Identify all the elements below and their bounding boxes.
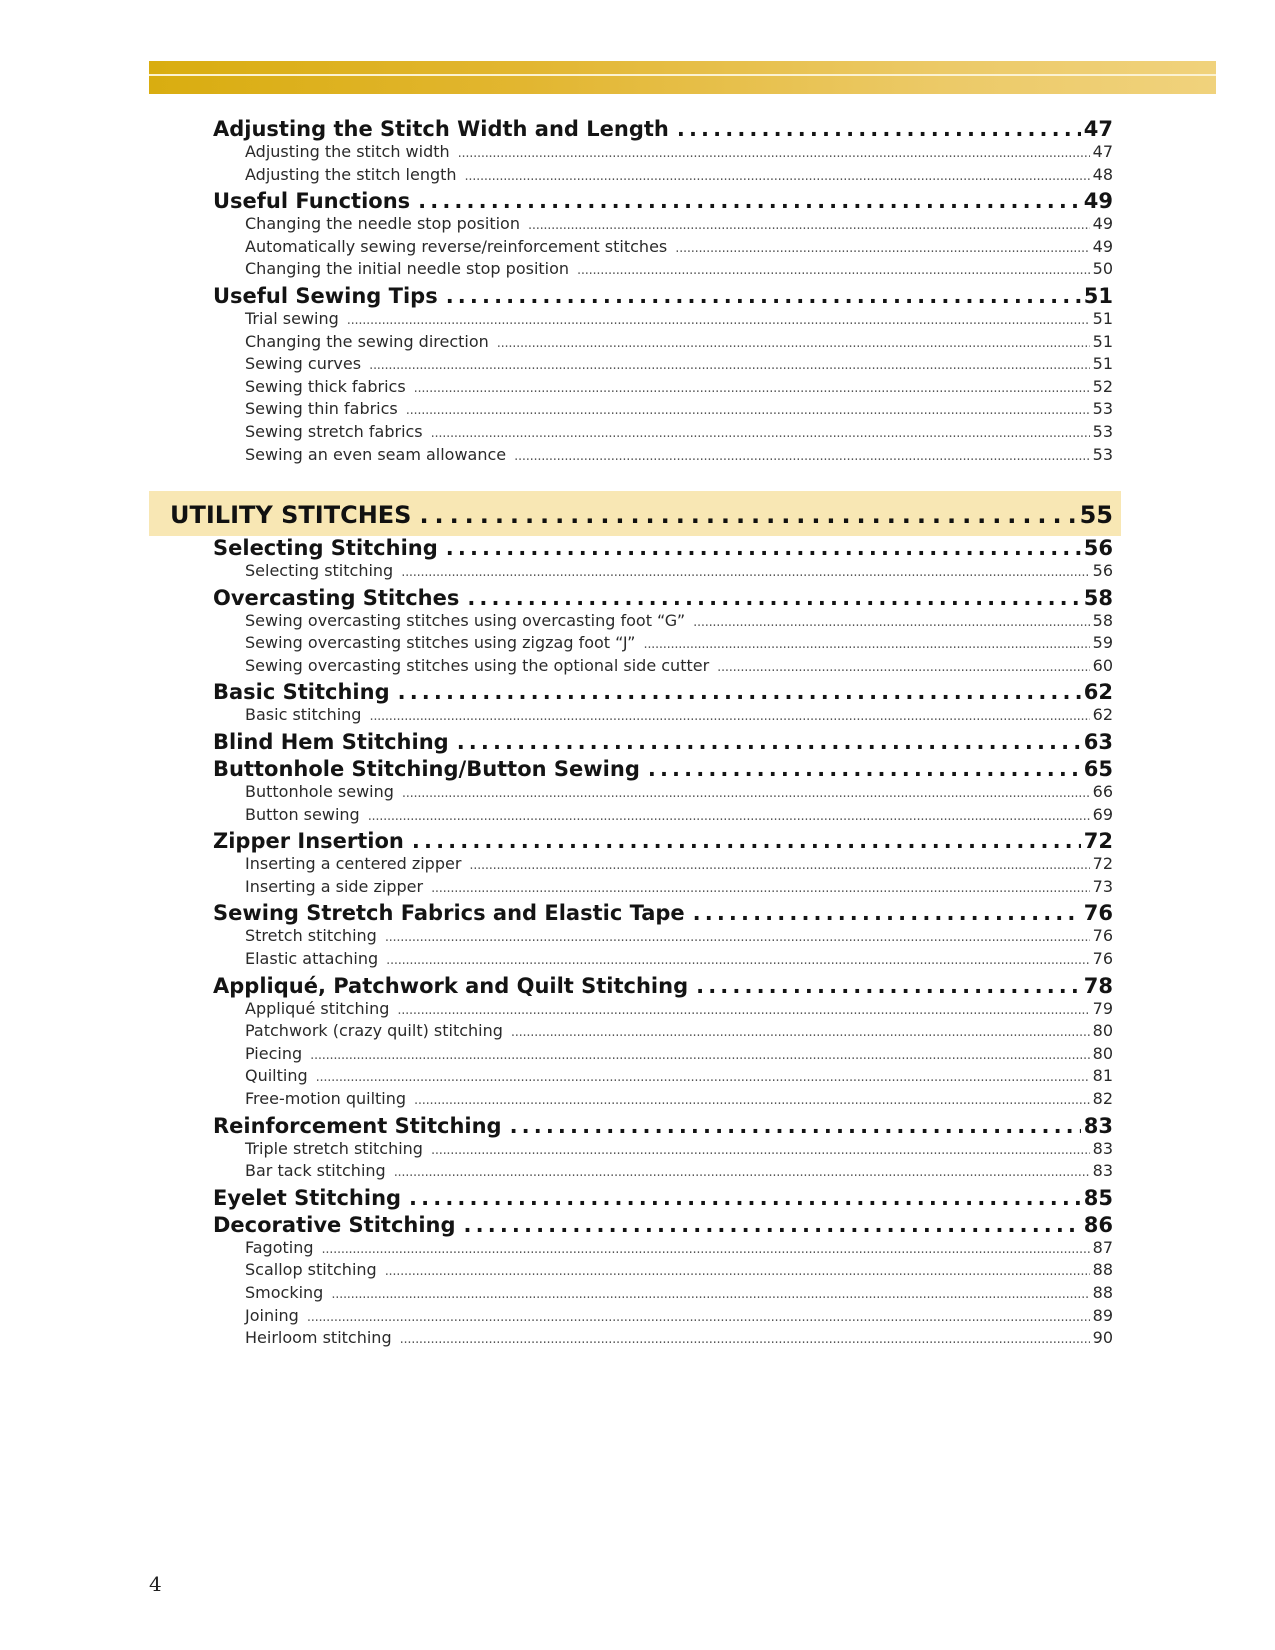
subsection-entry[interactable] [245, 399, 1113, 418]
subsection-entry-page: 50 [1092, 259, 1113, 279]
section-entry-page: 83 [1083, 1113, 1113, 1138]
dot-leader [347, 309, 1090, 328]
header-band [149, 61, 1216, 94]
dot-leader [419, 501, 1076, 529]
section-entry-title: Zipper Insertion [213, 829, 404, 854]
subsection-entry-title: Smocking [245, 1283, 324, 1302]
subsection-entry[interactable] [245, 1139, 1113, 1158]
subsection-entry-page: 49 [1092, 214, 1113, 234]
dot-leader [464, 1213, 1081, 1237]
dot-leader [457, 730, 1081, 754]
dot-leader [693, 901, 1081, 925]
subsection-entry[interactable] [245, 782, 1113, 801]
dot-leader [412, 829, 1081, 853]
section-entry[interactable] [213, 189, 1113, 213]
dot-leader [497, 332, 1090, 351]
subsection-entry-title: Sewing thin fabrics [245, 399, 398, 419]
subsection-entry-title: Sewing thick fabrics [245, 376, 406, 396]
subsection-entry[interactable] [245, 854, 1113, 873]
subsection-entry-page: 51 [1092, 309, 1113, 328]
subsection-entry[interactable] [245, 611, 1113, 630]
subsection-entry-title: Selecting stitching [245, 561, 394, 580]
section-entry[interactable] [213, 1186, 1113, 1210]
section-entry-title: Eyelet Stitching [213, 1185, 402, 1210]
subsection-entry-page: 83 [1092, 1138, 1113, 1158]
dot-leader [431, 877, 1090, 896]
section-entry-title: Overcasting Stitches [213, 585, 460, 610]
section-entry-title: Sewing Stretch Fabrics and Elastic Tape [213, 901, 685, 926]
subsection-entry-page: 82 [1092, 1089, 1113, 1108]
section-entry[interactable] [213, 117, 1113, 141]
dot-leader [675, 237, 1089, 256]
subsection-entry-title: Appliqué stitching [245, 998, 390, 1018]
subsection-entry[interactable] [245, 705, 1113, 724]
subsection-entry-title: Elastic attaching [245, 949, 379, 968]
section-entry-title: Reinforcement Stitching [213, 1113, 502, 1138]
subsection-entry-title: Basic stitching [245, 705, 362, 725]
subsection-entry-page: 88 [1092, 1260, 1113, 1280]
subsection-entry-page: 60 [1092, 655, 1113, 675]
subsection-entry[interactable] [245, 926, 1113, 945]
dot-leader [643, 633, 1089, 652]
dot-leader [397, 999, 1089, 1018]
subsection-entry-page: 48 [1092, 164, 1113, 184]
subsection-entry-page: 59 [1092, 633, 1113, 653]
dot-leader [331, 1283, 1089, 1302]
subsection-entry[interactable] [245, 142, 1113, 161]
subsection-entry[interactable] [245, 1044, 1113, 1063]
dot-leader [693, 611, 1090, 630]
subsection-entry-page: 51 [1092, 331, 1113, 351]
section-entry-title: Selecting Stitching [213, 536, 438, 560]
subsection-entry-title: Button sewing [245, 804, 360, 824]
subsection-entry-page: 83 [1092, 1161, 1113, 1181]
subsection-entry[interactable] [245, 422, 1113, 441]
section-entry-page: 72 [1083, 829, 1113, 854]
subsection-entry[interactable] [245, 259, 1113, 278]
subsection-entry-title: Changing the sewing direction [245, 331, 489, 351]
subsection-entry[interactable] [245, 237, 1113, 256]
subsection-entry[interactable] [245, 1238, 1113, 1257]
section-entry-page: 65 [1083, 757, 1113, 781]
dot-leader [307, 1306, 1090, 1325]
subsection-entry-title: Inserting a centered zipper [245, 854, 462, 874]
subsection-entry-page: 53 [1092, 444, 1113, 464]
subsection-entry[interactable] [245, 332, 1113, 351]
subsection-entry[interactable] [245, 949, 1113, 968]
chapter-page: 55 [1079, 501, 1113, 529]
subsection-entry-title: Stretch stitching [245, 926, 377, 946]
dot-leader [369, 705, 1089, 724]
dot-leader [402, 782, 1090, 801]
subsection-entry-title: Scallop stitching [245, 1260, 377, 1280]
subsection-entry-title: Fagoting [245, 1237, 314, 1257]
dot-leader [316, 1066, 1090, 1085]
section-entry[interactable] [213, 901, 1113, 925]
section-entry-title: Buttonhole Stitching/Button Sewing [213, 757, 640, 781]
dot-leader [401, 561, 1089, 580]
section-entry[interactable] [213, 829, 1113, 853]
dot-leader [511, 1021, 1090, 1040]
subsection-entry-page: 90 [1092, 1328, 1113, 1348]
section-entry-page: 47 [1083, 117, 1113, 141]
section-entry-title: Adjusting the Stitch Width and Length [213, 117, 669, 141]
subsection-entry[interactable] [245, 309, 1113, 328]
subsection-entry[interactable] [245, 1161, 1113, 1180]
dot-leader [510, 1114, 1081, 1138]
subsection-entry-page: 51 [1092, 354, 1113, 374]
section-entry-page: 58 [1083, 585, 1113, 610]
section-entry-page: 86 [1083, 1212, 1113, 1237]
section-entry[interactable] [213, 680, 1113, 704]
page-number: 4 [149, 1572, 162, 1596]
section-entry-page: 56 [1083, 536, 1113, 560]
section-entry-title: Useful Sewing Tips [213, 284, 438, 308]
subsection-entry-title: Joining [245, 1305, 299, 1325]
section-entry[interactable] [213, 586, 1113, 610]
subsection-entry-page: 73 [1092, 876, 1113, 896]
subsection-entry[interactable] [245, 1066, 1113, 1085]
subsection-entry-title: Buttonhole sewing [245, 782, 394, 801]
subsection-entry-page: 87 [1092, 1237, 1113, 1257]
subsection-entry-page: 62 [1092, 705, 1113, 725]
subsection-entry-page: 53 [1092, 399, 1113, 419]
subsection-entry-page: 56 [1092, 561, 1113, 580]
subsection-entry[interactable] [245, 1021, 1113, 1040]
dot-leader [368, 805, 1090, 824]
subsection-entry-page: 69 [1092, 804, 1113, 824]
dot-leader [458, 142, 1090, 161]
subsection-entry[interactable] [245, 805, 1113, 824]
subsection-entry-title: Sewing stretch fabrics [245, 422, 423, 441]
dot-leader [414, 1089, 1090, 1108]
subsection-entry-page: 52 [1092, 376, 1113, 396]
section-entry[interactable] [213, 1114, 1113, 1138]
dot-leader [577, 259, 1090, 278]
subsection-entry-title: Sewing an even seam allowance [245, 444, 507, 464]
dot-leader [431, 422, 1090, 441]
dot-leader [467, 586, 1080, 610]
subsection-entry-page: 89 [1092, 1305, 1113, 1325]
dot-leader [446, 284, 1081, 308]
subsection-entry-title: Sewing overcasting stitches using zigzag foot “J” [245, 633, 636, 653]
section-entry-title: Blind Hem Stitching [213, 730, 449, 754]
subsection-entry-title: Inserting a side zipper [245, 876, 424, 896]
subsection-entry-title: Sewing curves [245, 354, 362, 374]
subsection-entry[interactable] [245, 633, 1113, 652]
section-entry-title: Appliqué, Patchwork and Quilt Stitching [213, 973, 689, 998]
subsection-entry-title: Trial sewing [245, 309, 339, 328]
section-entry-page: 78 [1083, 973, 1113, 998]
subsection-entry[interactable] [245, 354, 1113, 373]
dot-leader [322, 1238, 1090, 1257]
section-entry[interactable] [213, 730, 1113, 754]
subsection-entry-page: 72 [1092, 854, 1113, 874]
subsection-entry-page: 66 [1092, 782, 1113, 801]
subsection-entry-title: Changing the initial needle stop position [245, 259, 570, 279]
subsection-entry[interactable] [245, 445, 1113, 464]
section-entry[interactable] [213, 974, 1113, 998]
subsection-entry-title: Bar tack stitching [245, 1161, 386, 1181]
dot-leader [418, 189, 1081, 213]
subsection-entry-page: 80 [1092, 1021, 1113, 1041]
subsection-entry[interactable] [245, 1283, 1113, 1302]
section-entry[interactable] [213, 757, 1113, 781]
subsection-entry[interactable] [245, 561, 1113, 580]
dot-leader [469, 854, 1089, 873]
section-entry-page: 63 [1083, 730, 1113, 754]
section-entry-page: 76 [1083, 901, 1113, 926]
section-entry-title: Decorative Stitching [213, 1212, 456, 1237]
subsection-entry[interactable] [245, 999, 1113, 1018]
subsection-entry-page: 47 [1092, 142, 1113, 161]
subsection-entry[interactable] [245, 1328, 1113, 1347]
subsection-entry[interactable] [245, 877, 1113, 896]
subsection-entry-page: 79 [1092, 998, 1113, 1018]
dot-leader [514, 445, 1090, 464]
section-entry[interactable] [213, 284, 1113, 308]
dot-leader [394, 1161, 1090, 1180]
subsection-entry-title: Piecing [245, 1043, 303, 1063]
dot-leader [400, 1328, 1090, 1347]
subsection-entry[interactable] [245, 1306, 1113, 1325]
subsection-entry[interactable] [245, 214, 1113, 233]
subsection-entry-page: 81 [1092, 1066, 1113, 1086]
dot-leader [409, 1186, 1081, 1210]
subsection-entry-page: 53 [1092, 422, 1113, 441]
subsection-entry-title: Automatically sewing reverse/reinforcement stitches [245, 236, 668, 256]
dot-leader [385, 1260, 1090, 1279]
dot-leader [406, 399, 1090, 418]
dot-leader [465, 165, 1090, 184]
dot-leader [648, 757, 1081, 781]
chapter-title: UTILITY STITCHES [170, 501, 412, 529]
dot-leader [528, 214, 1090, 233]
dot-leader [385, 926, 1090, 945]
subsection-entry-page: 49 [1092, 236, 1113, 256]
section-entry-page: 62 [1083, 680, 1113, 705]
section-entry-title: Useful Functions [213, 189, 411, 214]
dot-leader [414, 377, 1090, 396]
subsection-entry-page: 58 [1092, 610, 1113, 630]
subsection-entry-page: 88 [1092, 1283, 1113, 1302]
subsection-entry-title: Patchwork (crazy quilt) stitching [245, 1021, 503, 1041]
subsection-entry-title: Adjusting the stitch length [245, 164, 457, 184]
subsection-entry-page: 76 [1092, 926, 1113, 946]
dot-leader [717, 656, 1089, 675]
subsection-entry[interactable] [245, 1260, 1113, 1279]
dot-leader [696, 974, 1081, 998]
dot-leader [398, 680, 1081, 704]
subsection-entry[interactable] [245, 377, 1113, 396]
dot-leader [369, 354, 1090, 373]
dot-leader [386, 949, 1090, 968]
subsection-entry-page: 76 [1092, 949, 1113, 968]
subsection-entry-title: Changing the needle stop position [245, 214, 520, 234]
subsection-entry[interactable] [245, 1089, 1113, 1108]
subsection-entry-title: Free-motion quilting [245, 1089, 407, 1108]
section-entry-page: 49 [1083, 189, 1113, 214]
subsection-entry-title: Triple stretch stitching [245, 1138, 423, 1158]
subsection-entry-title: Heirloom stitching [245, 1328, 392, 1348]
subsection-entry-page: 80 [1092, 1043, 1113, 1063]
section-entry[interactable] [213, 536, 1113, 560]
section-entry[interactable] [213, 1213, 1113, 1237]
header-band-stripe [149, 74, 1216, 76]
subsection-entry[interactable] [245, 165, 1113, 184]
subsection-entry-title: Sewing overcasting stitches using the optional side cutter [245, 655, 710, 675]
subsection-entry[interactable] [245, 656, 1113, 675]
section-entry-page: 85 [1083, 1185, 1113, 1210]
section-entry-page: 51 [1083, 284, 1113, 308]
subsection-entry-title: Adjusting the stitch width [245, 142, 450, 161]
dot-leader [431, 1139, 1090, 1158]
subsection-entry-title: Sewing overcasting stitches using overcasting foot “G” [245, 610, 686, 630]
subsection-entry-title: Quilting [245, 1066, 308, 1086]
chapter-entry[interactable] [170, 501, 1113, 529]
dot-leader [677, 117, 1081, 141]
section-entry-title: Basic Stitching [213, 680, 390, 705]
dot-leader [310, 1044, 1090, 1063]
dot-leader [446, 536, 1081, 560]
